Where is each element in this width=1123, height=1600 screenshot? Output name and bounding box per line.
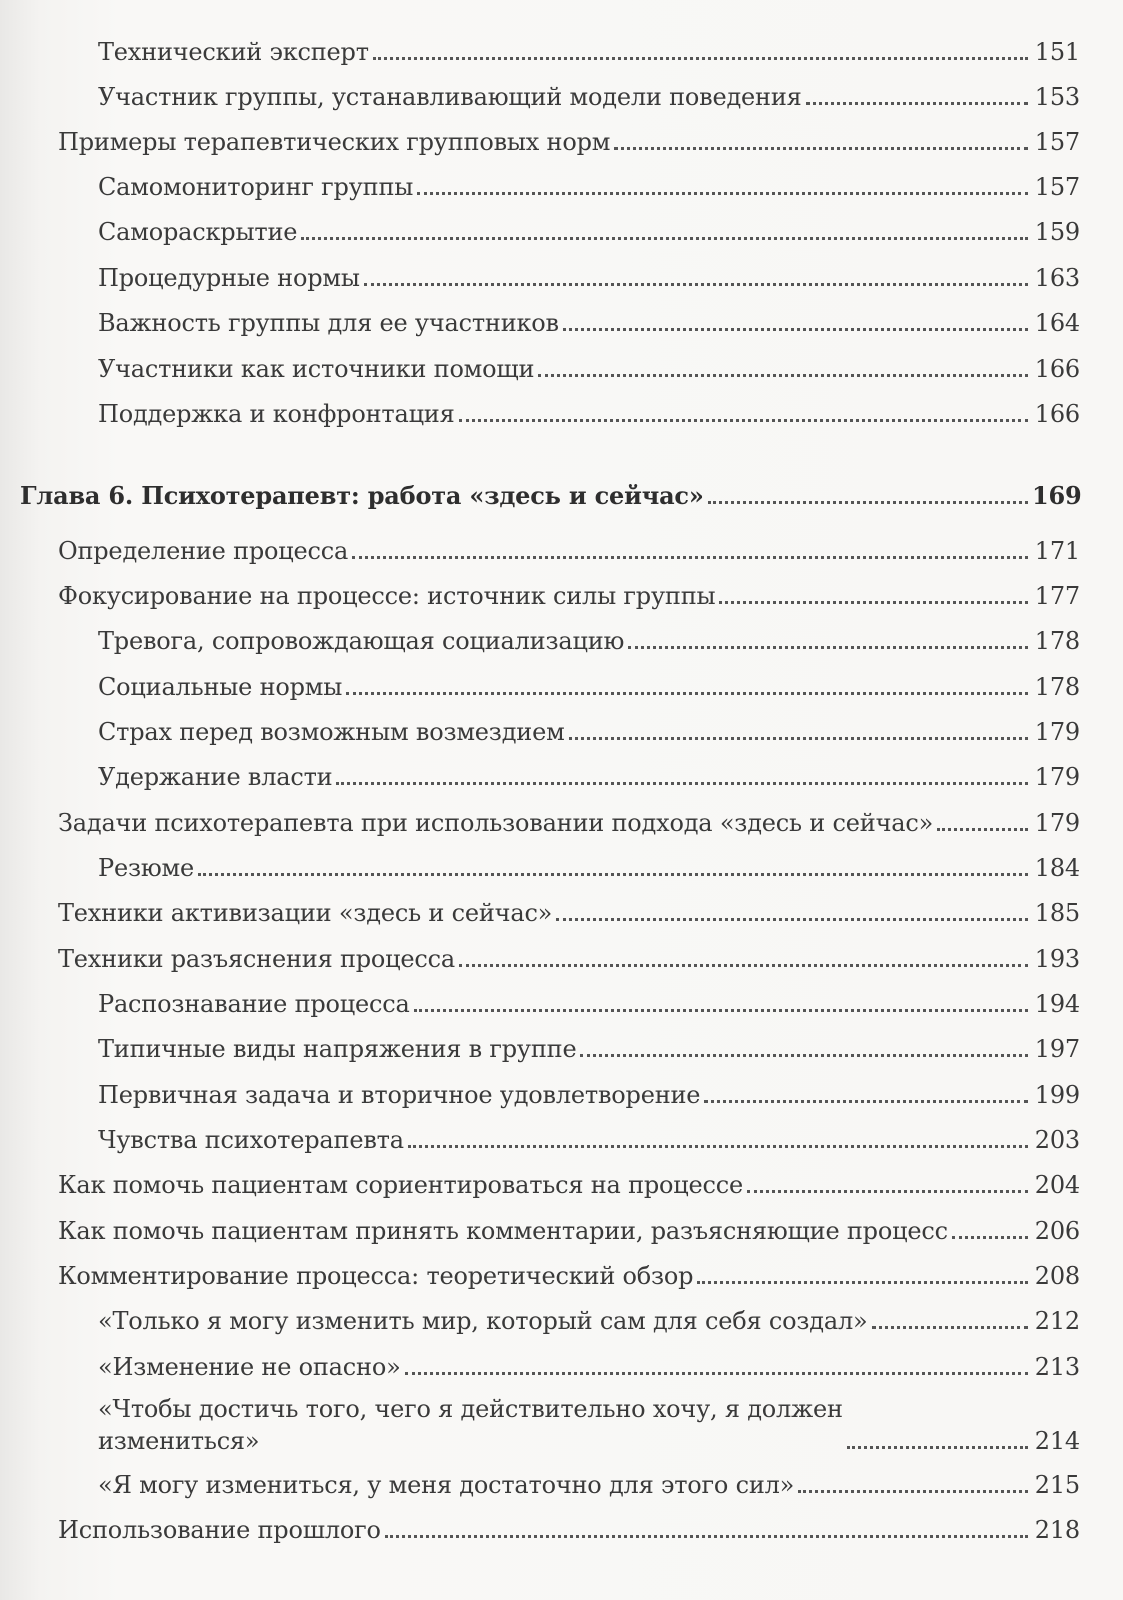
dot-leader [301,237,1028,240]
dot-leader [459,419,1028,422]
toc-page-number: 199 [1034,1081,1080,1109]
toc-entry-title [98,1393,843,1457]
toc-page-number: 166 [1034,355,1080,383]
toc-page-number: 185 [1034,899,1080,927]
toc-entry [58,889,1080,929]
toc-page-number: 204 [1034,1171,1080,1199]
dot-leader [847,1446,1028,1449]
dot-leader [417,192,1028,195]
dot-leader [352,556,1028,559]
toc-page-number: 179 [1034,809,1080,837]
toc-entry [58,935,1080,975]
toc-entry-title: Участники как источники помощи [98,355,535,383]
dot-leader [704,1100,1028,1103]
dot-leader [336,782,1028,785]
toc-page-number: 164 [1034,309,1080,337]
toc-entry-title: Социальные нормы [98,673,343,701]
dot-leader [414,1009,1028,1012]
toc-entry [98,1385,1080,1457]
toc-entry-title: Тревога, сопровождающая социализацию [98,627,625,655]
toc-page-number: 193 [1034,945,1080,973]
toc-entry [98,708,1080,748]
toc-page-number: 206 [1034,1217,1080,1245]
toc-entry [58,1207,1080,1247]
toc-entry [58,799,1080,839]
toc-entry [98,844,1080,884]
toc-entry [98,1343,1080,1383]
toc-entry-title: Техники разъяснения процесса [58,945,455,973]
toc-entry-title: Участник группы, устанавливающий модели поведения [98,83,802,111]
toc-entry [98,1116,1080,1156]
toc-page-number: 218 [1034,1516,1080,1544]
toc-page-number: 179 [1034,763,1080,791]
toc-entry [58,118,1080,158]
toc-page-number: 178 [1034,673,1080,701]
toc-page-number: 215 [1034,1471,1080,1499]
toc-entry-title: Задачи психотерапевта при использовании подхода «здесь и сейчас» [58,809,934,837]
toc-entry-title: Удержание власти [98,763,333,791]
toc-entry-title: Важность группы для ее участников [98,309,559,337]
toc-page-number: 171 [1034,537,1080,565]
toc-entry-title: Поддержка и конфронтация [98,400,455,428]
toc-entry [98,299,1080,339]
toc-chapter-entry [20,472,1080,512]
toc-page-number: 197 [1034,1035,1080,1063]
dot-leader [614,147,1028,150]
toc-entry [98,73,1080,113]
dot-leader [719,601,1028,604]
toc-entry-title-line2: измениться» [98,1427,260,1455]
toc-entry [98,163,1080,203]
dot-leader [697,1281,1028,1284]
dot-leader [569,737,1028,740]
toc-entry-title: Использование прошлого [58,1516,381,1544]
toc-entry-title: Резюме [98,854,195,882]
dot-leader [747,1190,1028,1193]
dot-leader [408,1145,1028,1148]
toc-page-number: 203 [1034,1126,1080,1154]
toc-entry-title: Примеры терапевтических групповых норм [58,128,611,156]
dot-leader [346,692,1028,695]
toc-page-number: 151 [1034,38,1080,66]
toc-page-number: 177 [1034,582,1080,610]
toc-entry-title: Чувства психотерапевта [98,1126,404,1154]
toc-entry [98,753,1080,793]
toc-entry-title: Типичные виды напряжения в группе [98,1035,577,1063]
toc-page-number: 157 [1034,173,1080,201]
toc-entry-title: Определение процесса [58,537,349,565]
toc-page-number: 213 [1034,1353,1080,1381]
toc-page-number: 157 [1034,128,1080,156]
toc-entry-title: Фокусирование на процессе: источник силы группы [58,582,716,610]
toc-entry [58,1506,1080,1546]
toc-entry [58,572,1080,612]
toc-entry [98,1297,1080,1337]
dot-leader [538,374,1028,377]
toc-entry-title: Самораскрытие [98,218,298,246]
toc-entry-title: Как помочь пациентам принять комментарии, разъясняющие процесс [58,1217,948,1245]
toc-entry [98,663,1080,703]
toc-entry-title: Распознавание процесса [98,990,410,1018]
dot-leader [628,646,1028,649]
dot-leader [563,328,1028,331]
toc-entry [58,1161,1080,1201]
toc-entry-title: Глава 6. Психотерапевт: работа «здесь и сейчас» [20,481,704,510]
toc-page-number: 169 [1032,481,1082,510]
toc-entry [98,1025,1080,1065]
dot-leader [798,1490,1028,1493]
dot-leader [373,57,1028,60]
toc-page-number: 208 [1034,1262,1080,1290]
toc-entry-title: Самомониторинг группы [98,173,414,201]
toc-entry [98,1071,1080,1111]
toc-entry [58,1252,1080,1292]
toc-entry-title: Технический эксперт [98,38,369,66]
toc-entry-title: «Изменение не опасно» [98,1353,401,1381]
toc-entry [98,617,1080,657]
dot-leader [459,964,1028,967]
toc-entry [98,345,1080,385]
toc-entry-title: Первичная задача и вторичное удовлетворение [98,1081,701,1109]
toc-entry-title: Комментирование процесса: теоретический обзор [58,1262,694,1290]
toc-page-number: 212 [1034,1307,1080,1335]
dot-leader [385,1535,1028,1538]
toc-entry-title: Техники активизации «здесь и сейчас» [58,899,553,927]
toc-entry-title-line1: «Чтобы достичь того, чего я действительно хочу, я должен [98,1395,843,1423]
dot-leader [806,102,1028,105]
dot-leader [580,1054,1028,1057]
toc-entry-title: Процедурные нормы [98,264,360,292]
toc-page-number: 166 [1034,400,1080,428]
dot-leader [405,1372,1028,1375]
toc-page-number: 163 [1034,264,1080,292]
dot-leader [872,1326,1028,1329]
toc-page-number: 184 [1034,854,1080,882]
toc-page-number: 194 [1034,990,1080,1018]
toc-page-number: 178 [1034,627,1080,655]
toc-entry [98,254,1080,294]
toc-page-number: 153 [1034,83,1080,111]
toc-entry [98,208,1080,248]
toc-entry-title: «Только я могу изменить мир, который сам для себя создал» [98,1307,868,1335]
toc-entry-title: Страх перед возможным возмездием [98,718,565,746]
toc-entry-title: «Я могу измениться, у меня достаточно для этого сил» [98,1471,795,1499]
toc-page-number: 179 [1034,718,1080,746]
toc-page-number: 159 [1034,218,1080,246]
toc-entry [98,28,1080,68]
toc-entry [98,1461,1080,1501]
dot-leader [198,873,1028,876]
toc-entry-title: Как помочь пациентам сориентироваться на процессе [58,1171,744,1199]
dot-leader [952,1236,1028,1239]
dot-leader [937,828,1028,831]
toc-entry [58,527,1080,567]
dot-leader [556,918,1028,921]
dot-leader [364,283,1028,286]
toc-entry [98,390,1080,430]
dot-leader [708,501,1028,504]
toc-entry [98,980,1080,1020]
toc-page-number: 214 [1034,1427,1080,1455]
